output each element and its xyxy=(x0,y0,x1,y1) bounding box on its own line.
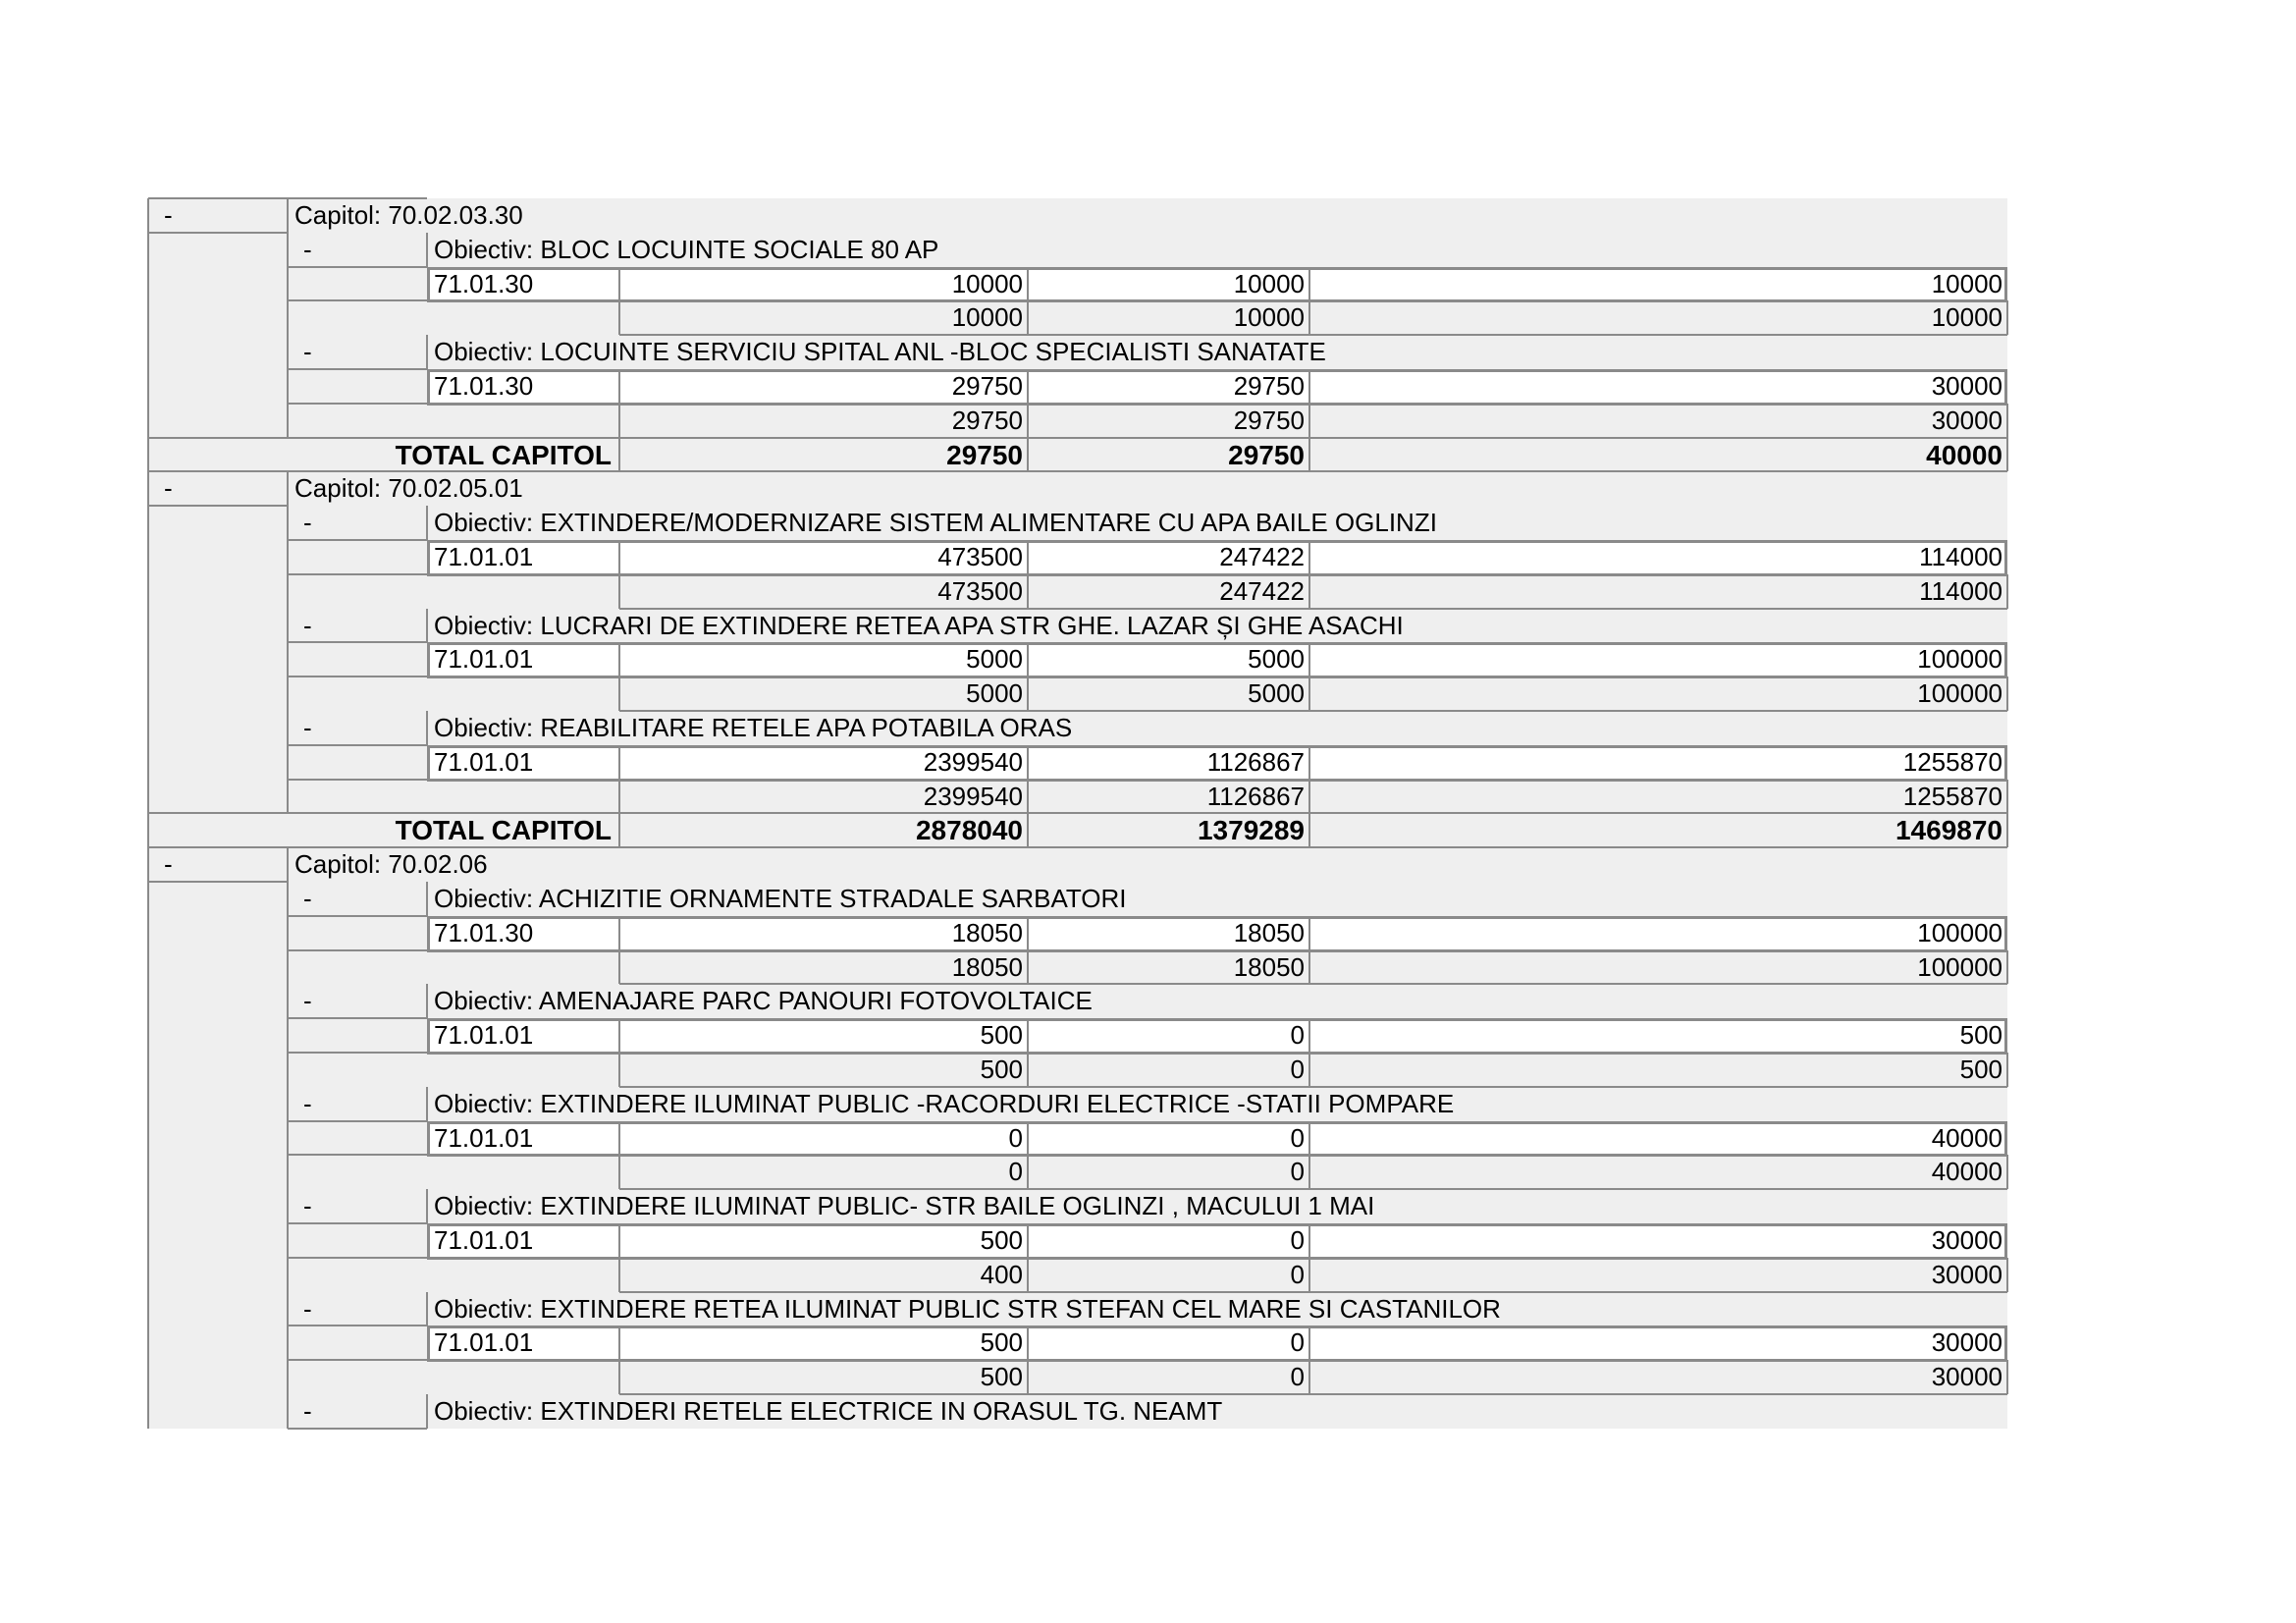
objective-title: Obiectiv: EXTINDERE RETEA ILUMINAT PUBLIC STR STEFAN CEL MARE SI CASTANILOR xyxy=(434,1293,1501,1324)
detail-value-1: 500 xyxy=(980,1020,1023,1051)
grid-line xyxy=(288,1257,427,1259)
objective-marker: - xyxy=(303,884,312,913)
objective-marker: - xyxy=(303,610,312,640)
detail-value-2: 1126867 xyxy=(1206,746,1305,777)
chapter-under-line xyxy=(148,881,288,883)
grid-line xyxy=(288,403,427,405)
detail-value-2: 247422 xyxy=(1219,542,1305,571)
total-value-2: 29750 xyxy=(1228,439,1305,470)
subtotal-value-1: 29750 xyxy=(951,405,1023,435)
detail-value-1: 500 xyxy=(980,1327,1023,1358)
total-value-3: 1469870 xyxy=(1895,815,2002,846)
objective-title: Obiectiv: ACHIZITIE ORNAMENTE STRADALE SARBATORI xyxy=(434,884,1127,913)
detail-value-1: 29750 xyxy=(951,371,1023,401)
objective-marker: - xyxy=(303,337,312,367)
detail-value-1: 0 xyxy=(1008,1122,1023,1153)
objective-title: Obiectiv: BLOC LOCUINTE SOCIALE 80 AP xyxy=(434,234,939,264)
objective-under-line xyxy=(288,744,427,746)
subtotal-value-3: 30000 xyxy=(1931,405,2002,435)
subtotal-value-2: 1126867 xyxy=(1206,781,1305,811)
subtotal-value-1: 2399540 xyxy=(923,781,1023,811)
objective-marker: - xyxy=(303,1088,312,1118)
subtotal-value-3: 40000 xyxy=(1931,1157,2002,1187)
detail-value-2: 0 xyxy=(1290,1327,1305,1358)
detail-value-2: 0 xyxy=(1290,1225,1305,1255)
detail-value-2: 0 xyxy=(1290,1020,1305,1051)
detail-value-3: 1255870 xyxy=(1902,746,2002,777)
detail-value-3: 30000 xyxy=(1931,1225,2002,1255)
detail-value-3: 30000 xyxy=(1931,1327,2002,1358)
objective-divider xyxy=(426,233,428,267)
subtotal-value-1: 18050 xyxy=(951,951,1023,982)
chapter-title: Capitol: 70.02.05.01 xyxy=(294,473,523,504)
chapter-under-line xyxy=(148,505,288,507)
budget-code: 71.01.30 xyxy=(434,371,534,401)
budget-table xyxy=(148,198,2007,1426)
chapter-indent-line xyxy=(287,882,289,1429)
budget-code: 71.01.01 xyxy=(434,1020,534,1051)
detail-value-2: 29750 xyxy=(1233,371,1305,401)
objective-divider xyxy=(426,506,428,540)
objective-divider xyxy=(426,1292,428,1326)
budget-code: 71.01.30 xyxy=(434,268,534,298)
subtotal-value-1: 10000 xyxy=(951,302,1023,333)
objective-marker: - xyxy=(303,234,312,264)
detail-value-3: 100000 xyxy=(1917,917,2002,947)
total-value-2: 1379289 xyxy=(1197,815,1305,846)
objective-under-line xyxy=(288,1017,427,1019)
chapter-divider xyxy=(287,471,289,506)
subtotal-value-2: 0 xyxy=(1290,1259,1305,1289)
subtotal-value-1: 0 xyxy=(1008,1157,1023,1187)
total-label: TOTAL CAPITOL xyxy=(395,815,612,846)
subtotal-value-1: 473500 xyxy=(937,575,1023,606)
detail-value-1: 500 xyxy=(980,1225,1023,1255)
subtotal-value-1: 500 xyxy=(980,1055,1023,1084)
objective-under-line xyxy=(288,539,427,541)
detail-value-2: 18050 xyxy=(1233,917,1305,947)
chapter-marker: - xyxy=(164,473,173,504)
chapter-title: Capitol: 70.02.03.30 xyxy=(294,200,523,230)
objective-divider xyxy=(426,882,428,916)
subtotal-value-1: 500 xyxy=(980,1362,1023,1392)
budget-code: 71.01.01 xyxy=(434,746,534,777)
subtotal-value-3: 30000 xyxy=(1931,1259,2002,1289)
detail-value-1: 18050 xyxy=(951,917,1023,947)
detail-value-1: 5000 xyxy=(966,644,1023,675)
subtotal-value-2: 29750 xyxy=(1233,405,1305,435)
chapter-divider xyxy=(287,847,289,882)
chapter-divider xyxy=(287,198,289,233)
subtotal-value-3: 30000 xyxy=(1931,1362,2002,1392)
budget-code: 71.01.30 xyxy=(434,917,534,947)
objective-under-line xyxy=(288,915,427,917)
detail-value-3: 100000 xyxy=(1917,644,2002,675)
objective-under-line xyxy=(288,368,427,370)
detail-value-2: 0 xyxy=(1290,1122,1305,1153)
objective-marker: - xyxy=(303,986,312,1016)
subtotal-value-2: 18050 xyxy=(1233,951,1305,982)
chapter-indent-line xyxy=(287,233,289,438)
detail-value-1: 2399540 xyxy=(923,746,1023,777)
objective-title: Obiectiv: LUCRARI DE EXTINDERE RETEA APA STR GHE. LAZAR ȘI GHE ASACHI xyxy=(434,610,1404,640)
detail-value-3: 40000 xyxy=(1931,1122,2002,1153)
objective-title: Obiectiv: EXTINDERI RETELE ELECTRICE IN ORASUL TG. NEAMT xyxy=(434,1396,1223,1426)
subtotal-value-1: 400 xyxy=(980,1259,1023,1289)
budget-code: 71.01.01 xyxy=(434,1122,534,1153)
subtotal-value-3: 100000 xyxy=(1917,678,2002,709)
detail-value-3: 500 xyxy=(1959,1020,2002,1051)
objective-title: Obiectiv: REABILITARE RETELE APA POTABILA ORAS xyxy=(434,713,1073,742)
subtotal-value-2: 10000 xyxy=(1233,302,1305,333)
chapter-marker: - xyxy=(164,849,173,880)
grid-line xyxy=(288,299,427,301)
chapter-under-line xyxy=(148,232,288,234)
subtotal-value-2: 0 xyxy=(1290,1055,1305,1084)
objective-under-line xyxy=(288,1428,427,1430)
grid-line xyxy=(288,676,427,677)
total-value-1: 29750 xyxy=(946,439,1023,470)
objective-marker: - xyxy=(303,1293,312,1324)
grid-line xyxy=(288,1154,427,1156)
budget-code: 71.01.01 xyxy=(434,644,534,675)
objective-marker: - xyxy=(303,713,312,742)
chapter-title: Capitol: 70.02.06 xyxy=(294,849,488,880)
total-value-1: 2878040 xyxy=(915,815,1023,846)
detail-value-3: 30000 xyxy=(1931,371,2002,401)
objective-title: Obiectiv: EXTINDERE ILUMINAT PUBLIC -RACORDURI ELECTRICE -STATII POMPARE xyxy=(434,1088,1455,1118)
detail-value-2: 5000 xyxy=(1248,644,1305,675)
total-value-3: 40000 xyxy=(1926,439,2002,470)
budget-code: 71.01.01 xyxy=(434,1225,534,1255)
objective-title: Obiectiv: EXTINDERE ILUMINAT PUBLIC- STR BAILE OGLINZI , MACULUI 1 MAI xyxy=(434,1191,1375,1221)
grid-line xyxy=(288,1359,427,1361)
objective-marker: - xyxy=(303,1191,312,1221)
objective-under-line xyxy=(288,266,427,268)
objective-divider xyxy=(426,1394,428,1429)
chapter-indent-line xyxy=(287,506,289,813)
detail-value-2: 10000 xyxy=(1233,268,1305,298)
detail-value-1: 10000 xyxy=(951,268,1023,298)
objective-divider xyxy=(426,1189,428,1223)
objective-under-line xyxy=(288,641,427,643)
subtotal-value-1: 5000 xyxy=(966,678,1023,709)
outer-left-border xyxy=(147,198,149,1429)
grid-line xyxy=(288,573,427,575)
subtotal-value-3: 1255870 xyxy=(1902,781,2002,811)
objective-under-line xyxy=(288,1325,427,1326)
budget-code: 71.01.01 xyxy=(434,542,534,571)
detail-value-3: 10000 xyxy=(1931,268,2002,298)
subtotal-value-2: 0 xyxy=(1290,1157,1305,1187)
objective-under-line xyxy=(288,1222,427,1224)
grid-line xyxy=(288,1052,427,1054)
budget-code: 71.01.01 xyxy=(434,1327,534,1358)
objective-title: Obiectiv: LOCUINTE SERVICIU SPITAL ANL -BLOC SPECIALISTI SANATATE xyxy=(434,337,1326,367)
objective-divider xyxy=(426,1087,428,1121)
subtotal-value-2: 247422 xyxy=(1219,575,1305,606)
objective-title: Obiectiv: EXTINDERE/MODERNIZARE SISTEM ALIMENTARE CU APA BAILE OGLINZI xyxy=(434,508,1437,538)
objective-marker: - xyxy=(303,1396,312,1426)
objective-divider xyxy=(426,984,428,1018)
subtotal-value-3: 114000 xyxy=(1919,575,2002,606)
objective-divider xyxy=(426,609,428,643)
detail-value-3: 114000 xyxy=(1919,542,2002,571)
objective-divider xyxy=(426,335,428,369)
objective-divider xyxy=(426,711,428,745)
objective-marker: - xyxy=(303,508,312,538)
total-label: TOTAL CAPITOL xyxy=(395,439,612,470)
objective-title: Obiectiv: AMENAJARE PARC PANOURI FOTOVOLTAICE xyxy=(434,986,1093,1016)
chapter-marker: - xyxy=(164,200,173,230)
detail-value-1: 473500 xyxy=(937,542,1023,571)
grid-line xyxy=(288,779,427,781)
grid-line xyxy=(288,949,427,951)
subtotal-value-2: 5000 xyxy=(1248,678,1305,709)
subtotal-value-3: 100000 xyxy=(1917,951,2002,982)
subtotal-value-2: 0 xyxy=(1290,1362,1305,1392)
objective-under-line xyxy=(288,1120,427,1122)
subtotal-value-3: 500 xyxy=(1959,1055,2002,1084)
subtotal-value-3: 10000 xyxy=(1931,302,2002,333)
